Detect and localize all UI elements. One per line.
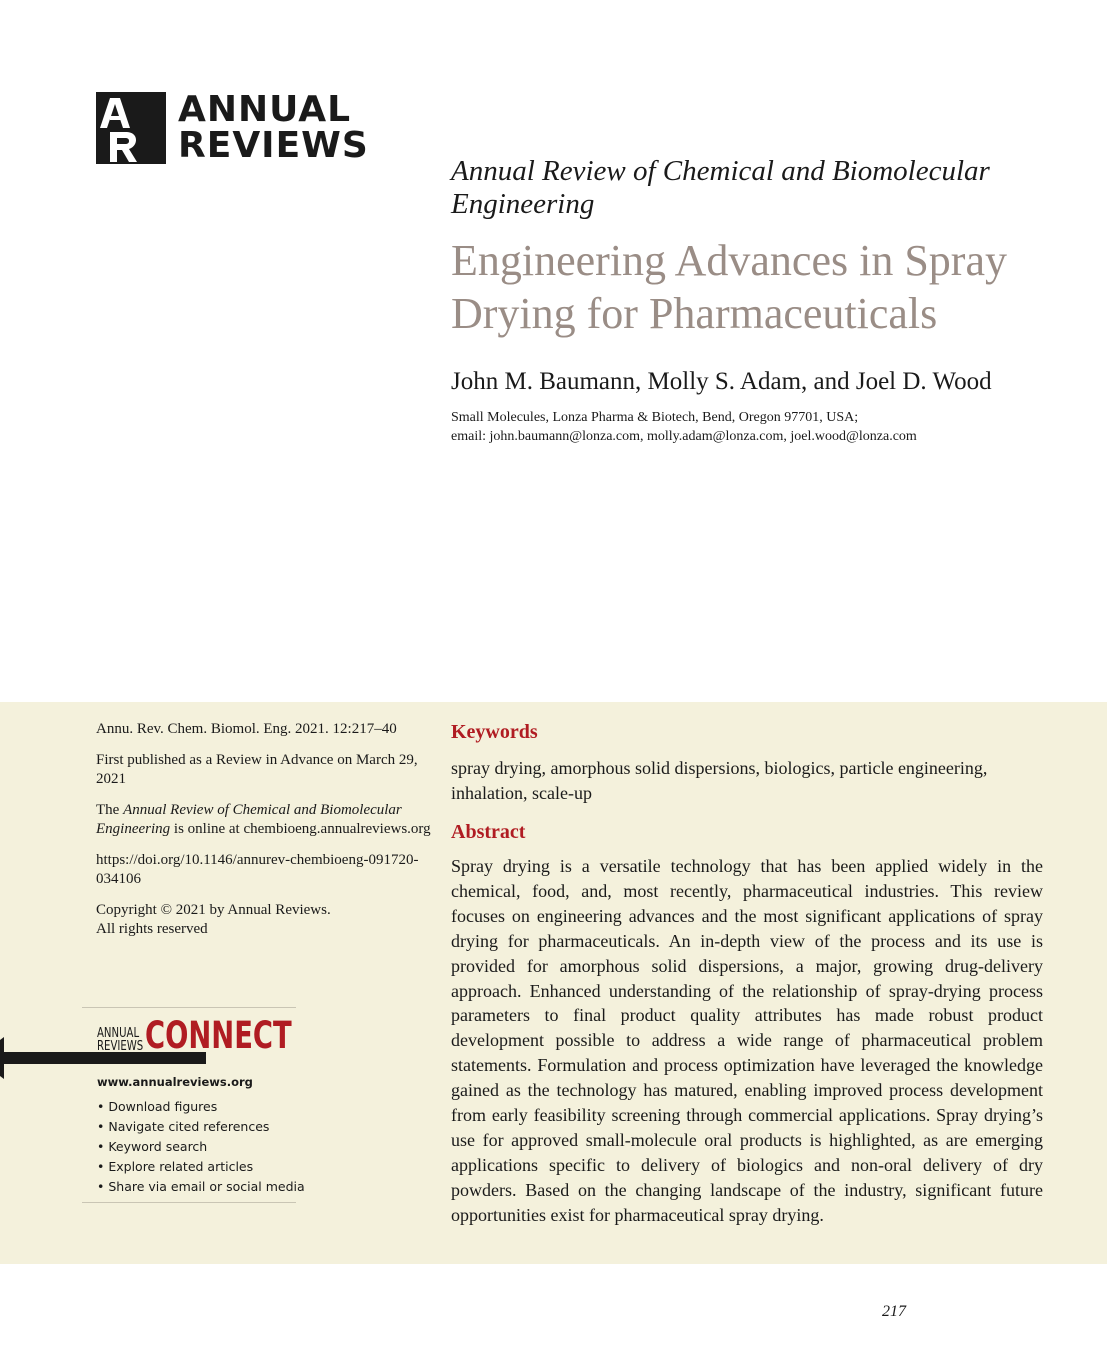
- citation: Annu. Rev. Chem. Biomol. Eng. 2021. 12:217–40: [96, 721, 397, 737]
- journal-name: Annual Review of Chemical and Biomolecular Engineering: [451, 155, 990, 220]
- online-journal-name: Annual Review of Chemical and Biomolecular Engineering: [96, 802, 402, 837]
- article-title: Engineering Advances in Spray Drying for Pharmaceuticals: [451, 236, 1007, 338]
- online-url[interactable]: is online at chembioeng.annualreviews.org: [173, 821, 431, 837]
- list-item: • Explore related articles: [97, 1159, 254, 1174]
- connect-small-label: ANNUAL REVIEWS: [97, 1026, 144, 1054]
- online-note: The Annual Review of Chemical and Biomolecular Engineering is online at chembioeng.annualreviews.org: [96, 802, 431, 837]
- logo-line-reviews: REVIEWS: [178, 125, 369, 166]
- publication-date: First published as a Review in Advance on March 29, 2021: [96, 752, 418, 787]
- connect-url-link[interactable]: www.annualreviews.org: [97, 1075, 253, 1089]
- annual-reviews-logo: [96, 89, 369, 166]
- affiliation-line: Small Molecules, Lonza Pharma & Biotech, Bend, Oregon 97701, USA;: [451, 410, 859, 425]
- doi-link[interactable]: https://doi.org/10.1146/annurev-chembioeng-091720-034106: [96, 852, 419, 887]
- logo-line-annual: ANNUAL: [178, 89, 352, 130]
- connect-feature-list: [97, 1097, 305, 1197]
- copyright: Copyright © 2021 by Annual Reviews. All rights reserved: [96, 902, 331, 937]
- abstract-heading: Abstract: [451, 821, 526, 843]
- abstract-text: Spray drying is a versatile technology that has been applied widely in the chemical, food, and, most recently, pharmaceutical industries. This review focuses on engineering advances and the most significant applications of spray drying for pharmaceuticals. An in-depth view of the process and its use is provided for amorphous solid dispersions, a major, growing drug-delivery approach. Enhanced understanding of the relationship of spray-drying process parameters to final product quality attributes has made robust product development possible to address a wide range of pharmaceutical problem statements. Formulation and process optimization have leveraged the knowledge gained as the technology has matured, enabling improved process development from early feasibility screening through commercial applications. Spray drying’s use for approved small-molecule oral products is highlighted, as are emerging applications specific to delivery of biologics and non-oral delivery of dry powders. Based on the changing landscape of the industry, significant future opportunities exist for pharmaceutical spray drying.: [451, 856, 1043, 1225]
- article-metadata: [96, 720, 436, 951]
- keywords-text: spray drying, amorphous solid dispersions, biologics, particle engineering, inhalation, scale-up: [451, 758, 988, 803]
- list-item: • Keyword search: [97, 1139, 208, 1154]
- list-item: • Download figures: [97, 1099, 218, 1114]
- affiliation: [451, 408, 1071, 446]
- ar-logo-mark-icon: [96, 92, 166, 164]
- page-number: 217: [882, 1303, 906, 1320]
- author-list: John M. Baumann, Molly S. Adam, and Joel D. Wood: [451, 368, 992, 395]
- annual-reviews-connect-box[interactable]: [82, 1007, 305, 1203]
- list-item: • Share via email or social media: [97, 1179, 305, 1194]
- email-line: email: john.baumann@lonza.com, molly.adam@lonza.com, joel.wood@lonza.com: [451, 429, 917, 444]
- list-item: • Navigate cited references: [97, 1119, 270, 1134]
- keywords-heading: Keywords: [451, 721, 538, 743]
- connect-heading: CONNECT: [145, 1014, 292, 1057]
